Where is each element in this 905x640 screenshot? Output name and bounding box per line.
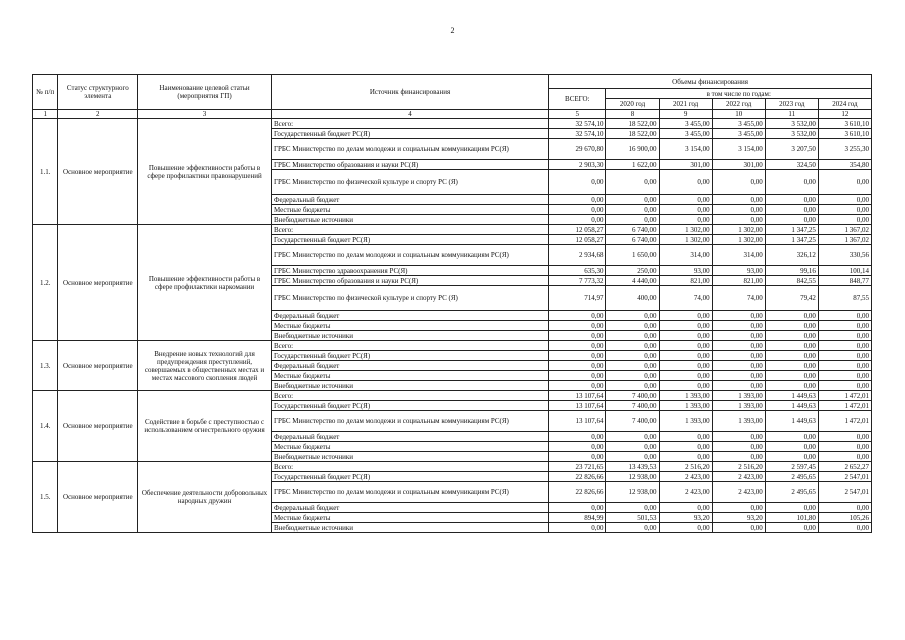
amount-year: 0,00 (606, 195, 659, 205)
amount-total: 0,00 (549, 503, 606, 513)
amount-year: 1 393,00 (712, 401, 765, 411)
amount-year: 0,00 (818, 381, 871, 391)
amount-year: 2 516,20 (712, 462, 765, 472)
funding-source: Федеральный бюджет (271, 195, 548, 205)
amount-year: 6 740,00 (606, 225, 659, 235)
funding-source: Всего: (271, 225, 548, 235)
amount-total: 2 934,68 (549, 245, 606, 266)
funding-source: Федеральный бюджет (271, 503, 548, 513)
amount-year: 0,00 (606, 205, 659, 215)
amount-year: 2 516,20 (659, 462, 712, 472)
amount-year: 301,00 (712, 160, 765, 170)
amount-year: 1 393,00 (659, 401, 712, 411)
amount-year: 0,00 (606, 311, 659, 321)
amount-year: 0,00 (606, 321, 659, 331)
amount-year: 0,00 (659, 331, 712, 341)
amount-year: 3 255,30 (818, 139, 871, 160)
amount-year: 0,00 (765, 351, 818, 361)
amount-year: 0,00 (765, 371, 818, 381)
funding-source: ГРБС Министерство по физической культуре и спорту РС (Я) (271, 286, 548, 311)
amount-year: 1 347,25 (765, 235, 818, 245)
amount-year: 3 455,00 (659, 129, 712, 139)
financing-table (32, 74, 872, 533)
amount-year: 93,00 (712, 266, 765, 276)
amount-total: 2 903,30 (549, 160, 606, 170)
amount-year: 0,00 (818, 170, 871, 195)
amount-total: 7 773,32 (549, 276, 606, 286)
amount-total: 0,00 (549, 205, 606, 215)
amount-year: 842,55 (765, 276, 818, 286)
amount-total: 32 574,10 (549, 119, 606, 129)
header-volumes: Объемы финансирования (549, 75, 872, 89)
amount-year: 0,00 (765, 321, 818, 331)
amount-year: 821,00 (659, 276, 712, 286)
section-number: 1.5. (33, 462, 58, 533)
column-number: 5 (549, 110, 606, 119)
amount-year: 1 472,01 (818, 401, 871, 411)
amount-total: 13 107,64 (549, 391, 606, 401)
amount-year: 0,00 (659, 311, 712, 321)
amount-total: 0,00 (549, 311, 606, 321)
header-year: 2023 год (765, 99, 818, 110)
amount-year: 0,00 (765, 442, 818, 452)
funding-source: ГРБС Министерство образования и науки РС(Я) (271, 276, 548, 286)
amount-year: 0,00 (659, 195, 712, 205)
amount-year: 2 423,00 (659, 472, 712, 482)
amount-year: 0,00 (712, 452, 765, 462)
funding-source: Внебюджетные источники (271, 331, 548, 341)
amount-year: 0,00 (712, 321, 765, 331)
column-number: 2 (58, 110, 138, 119)
amount-year: 0,00 (659, 503, 712, 513)
section-name: Внедрение новых технологий для предупреждения преступлений, совершаемых в общественных местах и местах массового скопления людей (138, 341, 272, 391)
column-number: 9 (659, 110, 712, 119)
page-number: 2 (450, 26, 455, 35)
funding-source: Внебюджетные источники (271, 452, 548, 462)
amount-year: 0,00 (606, 371, 659, 381)
amount-total: 894,99 (549, 513, 606, 523)
amount-year: 0,00 (765, 215, 818, 225)
amount-year: 0,00 (659, 215, 712, 225)
amount-year: 0,00 (712, 442, 765, 452)
amount-year: 2 652,27 (818, 462, 871, 472)
amount-year: 0,00 (659, 170, 712, 195)
amount-year: 1 393,00 (659, 391, 712, 401)
amount-total: 0,00 (549, 321, 606, 331)
amount-year: 13 439,53 (606, 462, 659, 472)
amount-year: 18 522,00 (606, 119, 659, 129)
amount-year: 93,20 (712, 513, 765, 523)
amount-year: 3 455,00 (712, 129, 765, 139)
amount-year: 0,00 (659, 381, 712, 391)
amount-year: 93,20 (659, 513, 712, 523)
funding-source: Внебюджетные источники (271, 381, 548, 391)
funding-source: Государственный бюджет РС(Я) (271, 401, 548, 411)
amount-total: 0,00 (549, 442, 606, 452)
section-status: Основное мероприятие (58, 341, 138, 391)
amount-year: 0,00 (818, 361, 871, 371)
amount-year: 0,00 (606, 215, 659, 225)
funding-source: ГРБС Министерство по делам молодежи и социальным коммуникациям РС(Я) (271, 139, 548, 160)
amount-total: 22 826,66 (549, 472, 606, 482)
funding-source: Всего: (271, 391, 548, 401)
amount-year: 0,00 (818, 432, 871, 442)
amount-year: 0,00 (765, 432, 818, 442)
amount-year: 0,00 (606, 331, 659, 341)
table-row (33, 119, 872, 129)
amount-year: 0,00 (712, 351, 765, 361)
amount-year: 3 532,00 (765, 119, 818, 129)
funding-source: Федеральный бюджет (271, 432, 548, 442)
amount-total: 0,00 (549, 361, 606, 371)
amount-year: 354,80 (818, 160, 871, 170)
funding-source: ГРБС Министерство по физической культуре и спорту РС (Я) (271, 170, 548, 195)
amount-year: 2 423,00 (712, 472, 765, 482)
amount-year: 0,00 (818, 371, 871, 381)
column-number: 8 (606, 110, 659, 119)
amount-year: 0,00 (606, 170, 659, 195)
amount-year: 0,00 (712, 311, 765, 321)
amount-year: 501,53 (606, 513, 659, 523)
amount-year: 0,00 (659, 371, 712, 381)
amount-year: 1 449,63 (765, 411, 818, 432)
amount-year: 1 302,00 (712, 235, 765, 245)
amount-year: 1 367,02 (818, 225, 871, 235)
amount-year: 314,00 (659, 245, 712, 266)
funding-source: Внебюджетные источники (271, 215, 548, 225)
amount-year: 324,50 (765, 160, 818, 170)
funding-source: Государственный бюджет РС(Я) (271, 472, 548, 482)
amount-year: 0,00 (659, 523, 712, 533)
amount-year: 0,00 (606, 503, 659, 513)
amount-year: 0,00 (712, 170, 765, 195)
amount-year: 0,00 (712, 523, 765, 533)
table-body (33, 119, 872, 533)
amount-year: 2 423,00 (712, 482, 765, 503)
header-year: 2024 год (818, 99, 871, 110)
amount-year: 314,00 (712, 245, 765, 266)
amount-year: 1 622,00 (606, 160, 659, 170)
amount-total: 714,97 (549, 286, 606, 311)
section-number: 1.3. (33, 341, 58, 391)
header-year: 2021 год (659, 99, 712, 110)
funding-source: Всего: (271, 462, 548, 472)
amount-year: 0,00 (606, 361, 659, 371)
header-year: 2022 год (712, 99, 765, 110)
amount-year: 0,00 (765, 205, 818, 215)
amount-year: 18 522,00 (606, 129, 659, 139)
amount-year: 74,00 (659, 286, 712, 311)
amount-year: 0,00 (818, 452, 871, 462)
amount-total: 0,00 (549, 351, 606, 361)
header-source: Источник финансирования (271, 75, 548, 110)
amount-year: 0,00 (818, 311, 871, 321)
amount-year: 7 400,00 (606, 391, 659, 401)
amount-year: 0,00 (712, 195, 765, 205)
amount-year: 7 400,00 (606, 401, 659, 411)
section-status: Основное мероприятие (58, 391, 138, 462)
section-name: Обеспечение деятельности добровольных народных дружин (138, 462, 272, 533)
section-name: Содействие в борьбе с преступностью с использованием огнестрельного оружия (138, 391, 272, 462)
amount-year: 0,00 (818, 331, 871, 341)
amount-year: 0,00 (765, 341, 818, 351)
table-row (33, 391, 872, 401)
section-status: Основное мероприятие (58, 225, 138, 341)
amount-total: 0,00 (549, 170, 606, 195)
amount-year: 7 400,00 (606, 411, 659, 432)
amount-year: 0,00 (659, 361, 712, 371)
amount-year: 3 532,00 (765, 129, 818, 139)
amount-year: 0,00 (712, 361, 765, 371)
amount-year: 0,00 (606, 381, 659, 391)
amount-year: 0,00 (765, 311, 818, 321)
amount-year: 0,00 (659, 351, 712, 361)
amount-year: 0,00 (659, 205, 712, 215)
table-row (33, 225, 872, 235)
amount-year: 0,00 (765, 195, 818, 205)
amount-total: 29 670,80 (549, 139, 606, 160)
header-by-years: в том числе по годам: (606, 89, 872, 99)
amount-year: 821,00 (712, 276, 765, 286)
amount-year: 79,42 (765, 286, 818, 311)
amount-year: 1 393,00 (659, 411, 712, 432)
header-name: Наименование целевой статьи (мероприятия ГП) (138, 75, 272, 110)
header-total: ВСЕГО: (549, 89, 606, 110)
amount-year: 1 393,00 (712, 391, 765, 401)
amount-year: 3 610,10 (818, 119, 871, 129)
amount-year: 1 472,01 (818, 411, 871, 432)
amount-year: 326,12 (765, 245, 818, 266)
amount-year: 16 900,00 (606, 139, 659, 160)
table-header (33, 75, 872, 119)
funding-source: Местные бюджеты (271, 205, 548, 215)
section-name: Повышение эффективности работы в сфере профилактики наркомании (138, 225, 272, 341)
amount-year: 0,00 (765, 503, 818, 513)
amount-year: 0,00 (712, 503, 765, 513)
amount-year: 2 423,00 (659, 482, 712, 503)
amount-total: 0,00 (549, 381, 606, 391)
funding-source: Государственный бюджет РС(Я) (271, 351, 548, 361)
amount-year: 0,00 (712, 341, 765, 351)
column-number: 11 (765, 110, 818, 119)
amount-total: 13 107,64 (549, 411, 606, 432)
amount-year: 99,16 (765, 266, 818, 276)
amount-year: 0,00 (765, 361, 818, 371)
funding-source: ГРБС Министерство здравоохранения РС(Я) (271, 266, 548, 276)
amount-total: 0,00 (549, 452, 606, 462)
amount-year: 0,00 (606, 351, 659, 361)
amount-total: 12 058,27 (549, 225, 606, 235)
amount-year: 87,55 (818, 286, 871, 311)
amount-year: 3 207,50 (765, 139, 818, 160)
amount-year: 0,00 (765, 170, 818, 195)
amount-year: 1 302,00 (659, 225, 712, 235)
column-number: 3 (138, 110, 272, 119)
amount-year: 301,00 (659, 160, 712, 170)
column-number: 12 (818, 110, 871, 119)
amount-year: 0,00 (659, 432, 712, 442)
amount-year: 0,00 (606, 452, 659, 462)
amount-year: 2 547,01 (818, 472, 871, 482)
amount-year: 0,00 (818, 321, 871, 331)
amount-year: 0,00 (765, 523, 818, 533)
amount-year: 0,00 (712, 205, 765, 215)
header-year: 2020 год (606, 99, 659, 110)
amount-year: 0,00 (765, 452, 818, 462)
amount-year: 0,00 (606, 442, 659, 452)
amount-year: 330,56 (818, 245, 871, 266)
section-number: 1.2. (33, 225, 58, 341)
section-status: Основное мероприятие (58, 119, 138, 225)
amount-year: 1 472,01 (818, 391, 871, 401)
amount-year: 12 938,00 (606, 472, 659, 482)
amount-year: 0,00 (659, 321, 712, 331)
amount-total: 0,00 (549, 371, 606, 381)
funding-source: ГРБС Министерство по делам молодежи и социальным коммуникациям РС(Я) (271, 482, 548, 503)
amount-year: 1 449,63 (765, 391, 818, 401)
section-name: Повышение эффективности работы в сфере профилактики правонарушений (138, 119, 272, 225)
amount-year: 0,00 (818, 215, 871, 225)
funding-source: Местные бюджеты (271, 513, 548, 523)
amount-total: 0,00 (549, 331, 606, 341)
amount-year: 101,80 (765, 513, 818, 523)
funding-source: Местные бюджеты (271, 321, 548, 331)
amount-total: 23 721,65 (549, 462, 606, 472)
amount-year: 0,00 (606, 432, 659, 442)
funding-source: ГРБС Министерство по делам молодежи и социальным коммуникациям РС(Я) (271, 411, 548, 432)
amount-year: 1 347,25 (765, 225, 818, 235)
amount-total: 12 058,27 (549, 235, 606, 245)
amount-year: 0,00 (606, 523, 659, 533)
funding-source: Государственный бюджет РС(Я) (271, 235, 548, 245)
amount-year: 4 440,00 (606, 276, 659, 286)
amount-year: 250,00 (606, 266, 659, 276)
amount-year: 0,00 (818, 195, 871, 205)
table-row (33, 341, 872, 351)
amount-year: 0,00 (659, 442, 712, 452)
amount-year: 0,00 (765, 331, 818, 341)
amount-total: 13 107,64 (549, 401, 606, 411)
amount-total: 32 574,10 (549, 129, 606, 139)
amount-year: 0,00 (606, 341, 659, 351)
amount-year: 0,00 (818, 442, 871, 452)
amount-total: 0,00 (549, 341, 606, 351)
amount-year: 0,00 (818, 205, 871, 215)
amount-year: 3 610,10 (818, 129, 871, 139)
section-number: 1.1. (33, 119, 58, 225)
amount-year: 848,77 (818, 276, 871, 286)
amount-year: 12 938,00 (606, 482, 659, 503)
funding-source: Государственный бюджет РС(Я) (271, 129, 548, 139)
amount-year: 0,00 (765, 381, 818, 391)
amount-year: 93,00 (659, 266, 712, 276)
amount-year: 1 393,00 (712, 411, 765, 432)
amount-year: 3 455,00 (659, 119, 712, 129)
amount-year: 0,00 (712, 215, 765, 225)
amount-year: 400,00 (606, 286, 659, 311)
amount-total: 0,00 (549, 523, 606, 533)
amount-total: 0,00 (549, 215, 606, 225)
column-number: 10 (712, 110, 765, 119)
header-status: Статус структурного элемента (58, 75, 138, 110)
amount-year: 0,00 (818, 351, 871, 361)
table-row (33, 462, 872, 472)
funding-source: Федеральный бюджет (271, 311, 548, 321)
column-number: 1 (33, 110, 58, 119)
amount-year: 1 302,00 (659, 235, 712, 245)
amount-year: 74,00 (712, 286, 765, 311)
amount-year: 1 367,02 (818, 235, 871, 245)
amount-total: 635,30 (549, 266, 606, 276)
funding-source: Местные бюджеты (271, 442, 548, 452)
funding-source: Внебюджетные источники (271, 523, 548, 533)
amount-year: 1 449,63 (765, 401, 818, 411)
section-status: Основное мероприятие (58, 462, 138, 533)
amount-year: 0,00 (818, 523, 871, 533)
amount-year: 6 740,00 (606, 235, 659, 245)
amount-total: 0,00 (549, 195, 606, 205)
column-number: 4 (271, 110, 548, 119)
funding-source: ГРБС Министерство по делам молодежи и социальным коммуникациям РС(Я) (271, 245, 548, 266)
amount-year: 2 495,65 (765, 482, 818, 503)
funding-source: Местные бюджеты (271, 371, 548, 381)
funding-source: Всего: (271, 119, 548, 129)
amount-year: 0,00 (712, 331, 765, 341)
amount-year: 2 597,45 (765, 462, 818, 472)
amount-year: 1 650,00 (606, 245, 659, 266)
amount-total: 22 826,66 (549, 482, 606, 503)
amount-year: 3 154,00 (659, 139, 712, 160)
amount-year: 105,26 (818, 513, 871, 523)
amount-year: 0,00 (712, 371, 765, 381)
funding-source: ГРБС Министерство образования и науки РС(Я) (271, 160, 548, 170)
amount-year: 0,00 (712, 381, 765, 391)
amount-year: 1 302,00 (712, 225, 765, 235)
amount-year: 100,14 (818, 266, 871, 276)
amount-year: 0,00 (659, 452, 712, 462)
amount-year: 0,00 (818, 503, 871, 513)
amount-year: 2 547,01 (818, 482, 871, 503)
amount-year: 0,00 (712, 432, 765, 442)
amount-year: 0,00 (659, 341, 712, 351)
section-number: 1.4. (33, 391, 58, 462)
amount-year: 3 154,00 (712, 139, 765, 160)
amount-year: 2 495,65 (765, 472, 818, 482)
funding-source: Всего: (271, 341, 548, 351)
header-number: № п/п (33, 75, 58, 110)
funding-source: Федеральный бюджет (271, 361, 548, 371)
amount-year: 3 455,00 (712, 119, 765, 129)
amount-total: 0,00 (549, 432, 606, 442)
amount-year: 0,00 (818, 341, 871, 351)
